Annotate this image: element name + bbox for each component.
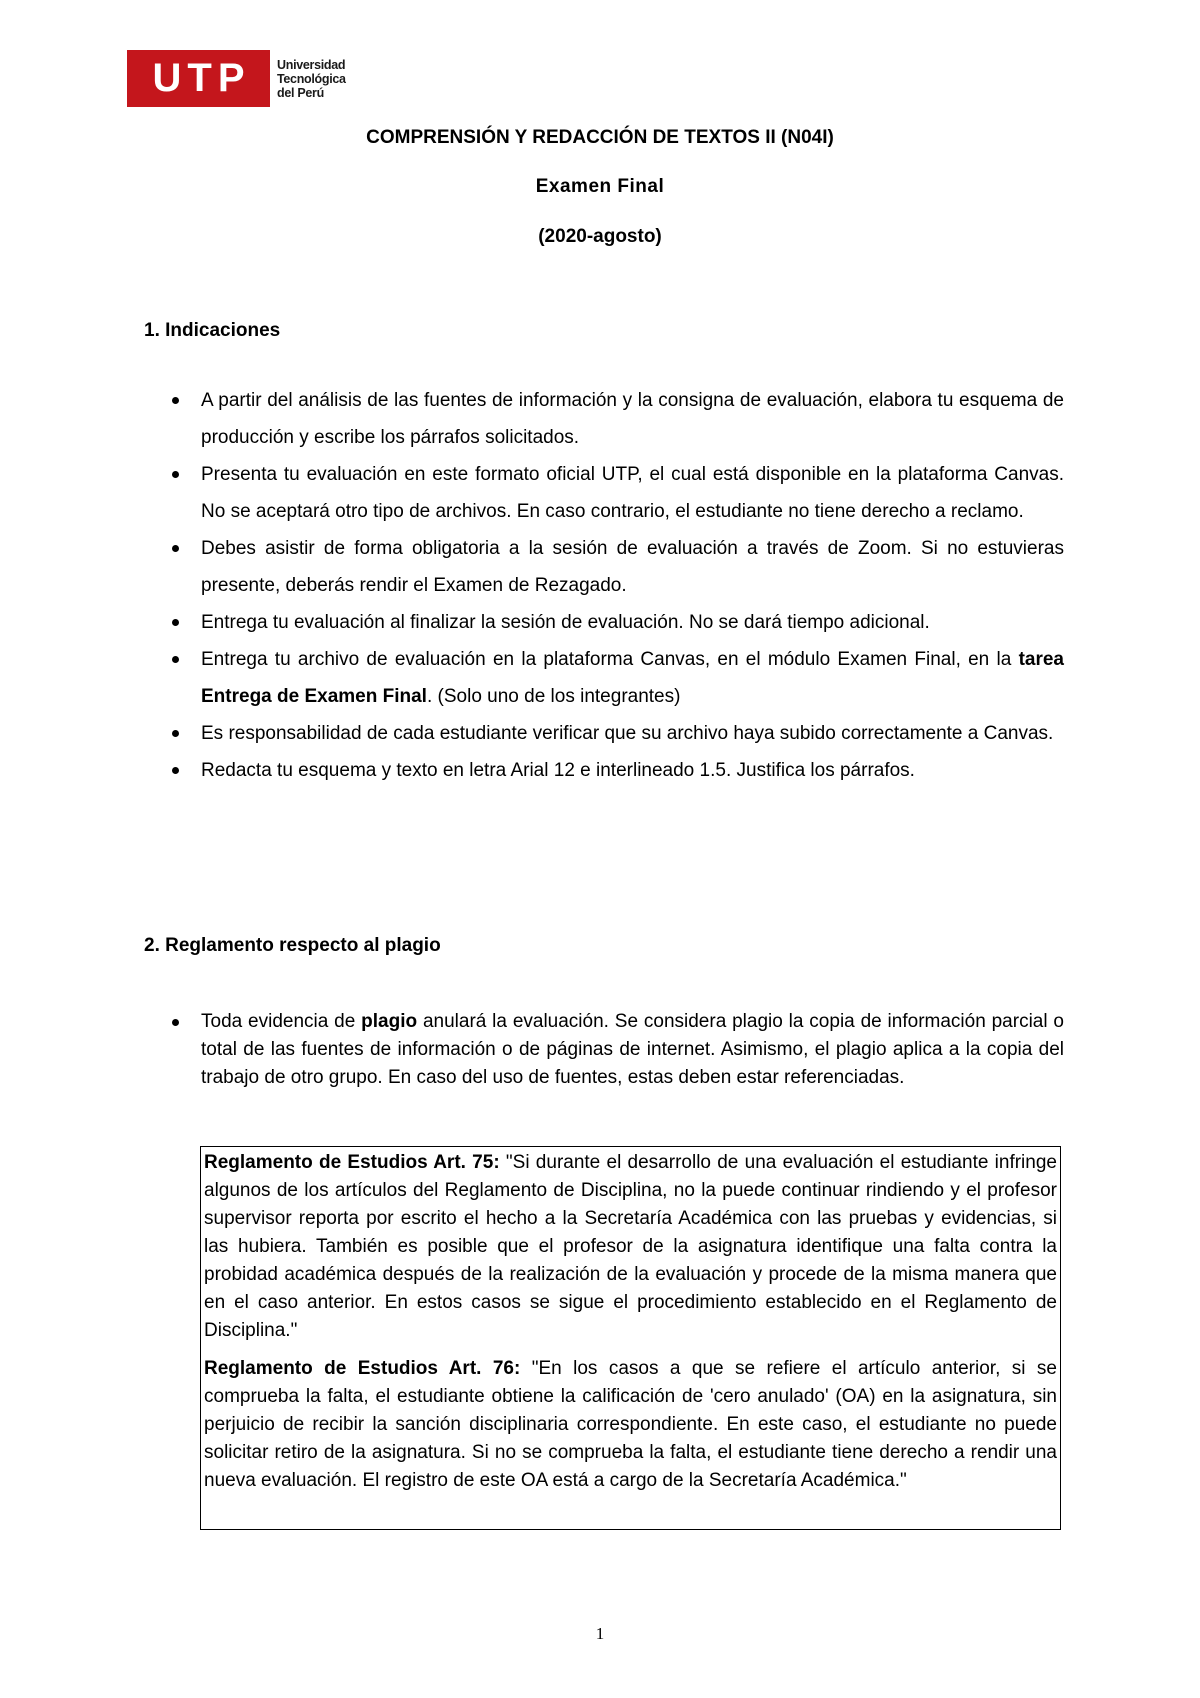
art-76-title: Reglamento de Estudios Art. 76: xyxy=(204,1358,521,1379)
art-75-paragraph xyxy=(204,1149,1057,1345)
list-item-text-before: Toda evidencia de xyxy=(201,1011,362,1032)
art-75-text: "Si durante el desarrollo de una evaluación el estudiante infringe algunos de los artículos del Reglamento de Disciplina, no la puede continuar rindiendo y el profesor supervisor reporta por escrito el hecho a la Secretaría Académica con las pruebas y evidencias, si las hubiera. También es posible que el profesor de la asignatura identifique una falta contra la probidad académica después de la realización de la evaluación y procede de la misma manera que en el caso anterior. En estos casos se sigue el procedimiento establecido en el Reglamento de Disciplina." xyxy=(204,1152,1057,1341)
section-1-heading: 1. Indicaciones xyxy=(144,320,281,341)
indicaciones-list xyxy=(144,382,1064,789)
list-item-text-before: Entrega tu archivo de evaluación en la plataforma Canvas, en el módulo Examen Final, en la xyxy=(201,649,1019,670)
list-item-text-after: . (Solo uno de los integrantes) xyxy=(426,686,681,707)
course-title: COMPRENSIÓN Y REDACCIÓN DE TEXTOS II (N04I) xyxy=(366,127,834,148)
exam-title: Examen Final xyxy=(535,176,665,197)
list-item xyxy=(144,641,1064,715)
reglamento-box xyxy=(200,1146,1061,1530)
list-item xyxy=(144,530,1064,604)
list-item xyxy=(144,382,1064,456)
art-76-paragraph xyxy=(204,1355,1057,1495)
list-item-bold: plagio xyxy=(361,1011,418,1032)
list-item-text: Es responsabilidad de cada estudiante verificar que su archivo haya subido correctamente a Canvas. xyxy=(201,723,1054,744)
list-item-text: Redacta tu esquema y texto en letra Arial 12 e interlineado 1.5. Justifica los párrafos. xyxy=(201,760,915,781)
logo-line-1: Universidad xyxy=(277,57,346,72)
section-2-heading: 2. Reglamento respecto al plagio xyxy=(144,935,441,956)
list-item xyxy=(144,752,1064,789)
list-item-text: Presenta tu evaluación en este formato oficial UTP, el cual está disponible en la plataforma Canvas. No se aceptará otro tipo de archivos. En caso contrario, el estudiante no tiene derecho a reclamo. xyxy=(201,464,1064,522)
list-item-text: Entrega tu evaluación al finalizar la sesión de evaluación. No se dará tiempo adicional. xyxy=(201,612,930,633)
list-item xyxy=(144,456,1064,530)
art-76-text: "En los casos a que se refiere el artículo anterior, si se comprueba la falta, el estudiante obtiene la calificación de 'cero anulado' (OA) en la asignatura, sin perjuicio de recibir la sanción disciplinaria correspondiente. En este caso, el estudiante no puede solicitar retiro de la asignatura. Si no se comprueba la falta, el estudiante tiene derecho a rendir una nueva evaluación. El registro de este OA está a cargo de la Secretaría Académica." xyxy=(204,1358,1057,1491)
logo-line-3: del Perú xyxy=(277,85,324,100)
exam-period: (2020-agosto) xyxy=(538,226,662,247)
art-75-title: Reglamento de Estudios Art. 75: xyxy=(204,1152,500,1173)
list-item xyxy=(144,604,1064,641)
utp-logo-mark: UTP xyxy=(127,50,270,107)
logo-line-2: Tecnológica xyxy=(277,71,346,86)
utp-logo xyxy=(127,50,346,107)
list-item-bold: tarea Entrega de Examen Final xyxy=(201,649,1064,707)
plagio-list xyxy=(144,1008,1064,1092)
list-item xyxy=(144,715,1064,752)
list-item-text: Debes asistir de forma obligatoria a la sesión de evaluación a través de Zoom. Si no estuvieras presente, deberás rendir el Examen de Rezagado. xyxy=(201,538,1064,596)
list-item-text-after: anulará la evaluación. Se considera plagio la copia de información parcial o total de las fuentes de información o de páginas de internet. Asimismo, el plagio aplica a la copia del trabajo de otro grupo. En caso del uso de fuentes, estas deben estar referenciadas. xyxy=(201,1011,1064,1088)
list-item xyxy=(144,1008,1064,1092)
page-number: 1 xyxy=(595,1624,605,1643)
utp-logo-text xyxy=(277,58,346,100)
list-item-text: A partir del análisis de las fuentes de información y la consigna de evaluación, elabora tu esquema de producción y escribe los párrafos solicitados. xyxy=(201,390,1064,448)
